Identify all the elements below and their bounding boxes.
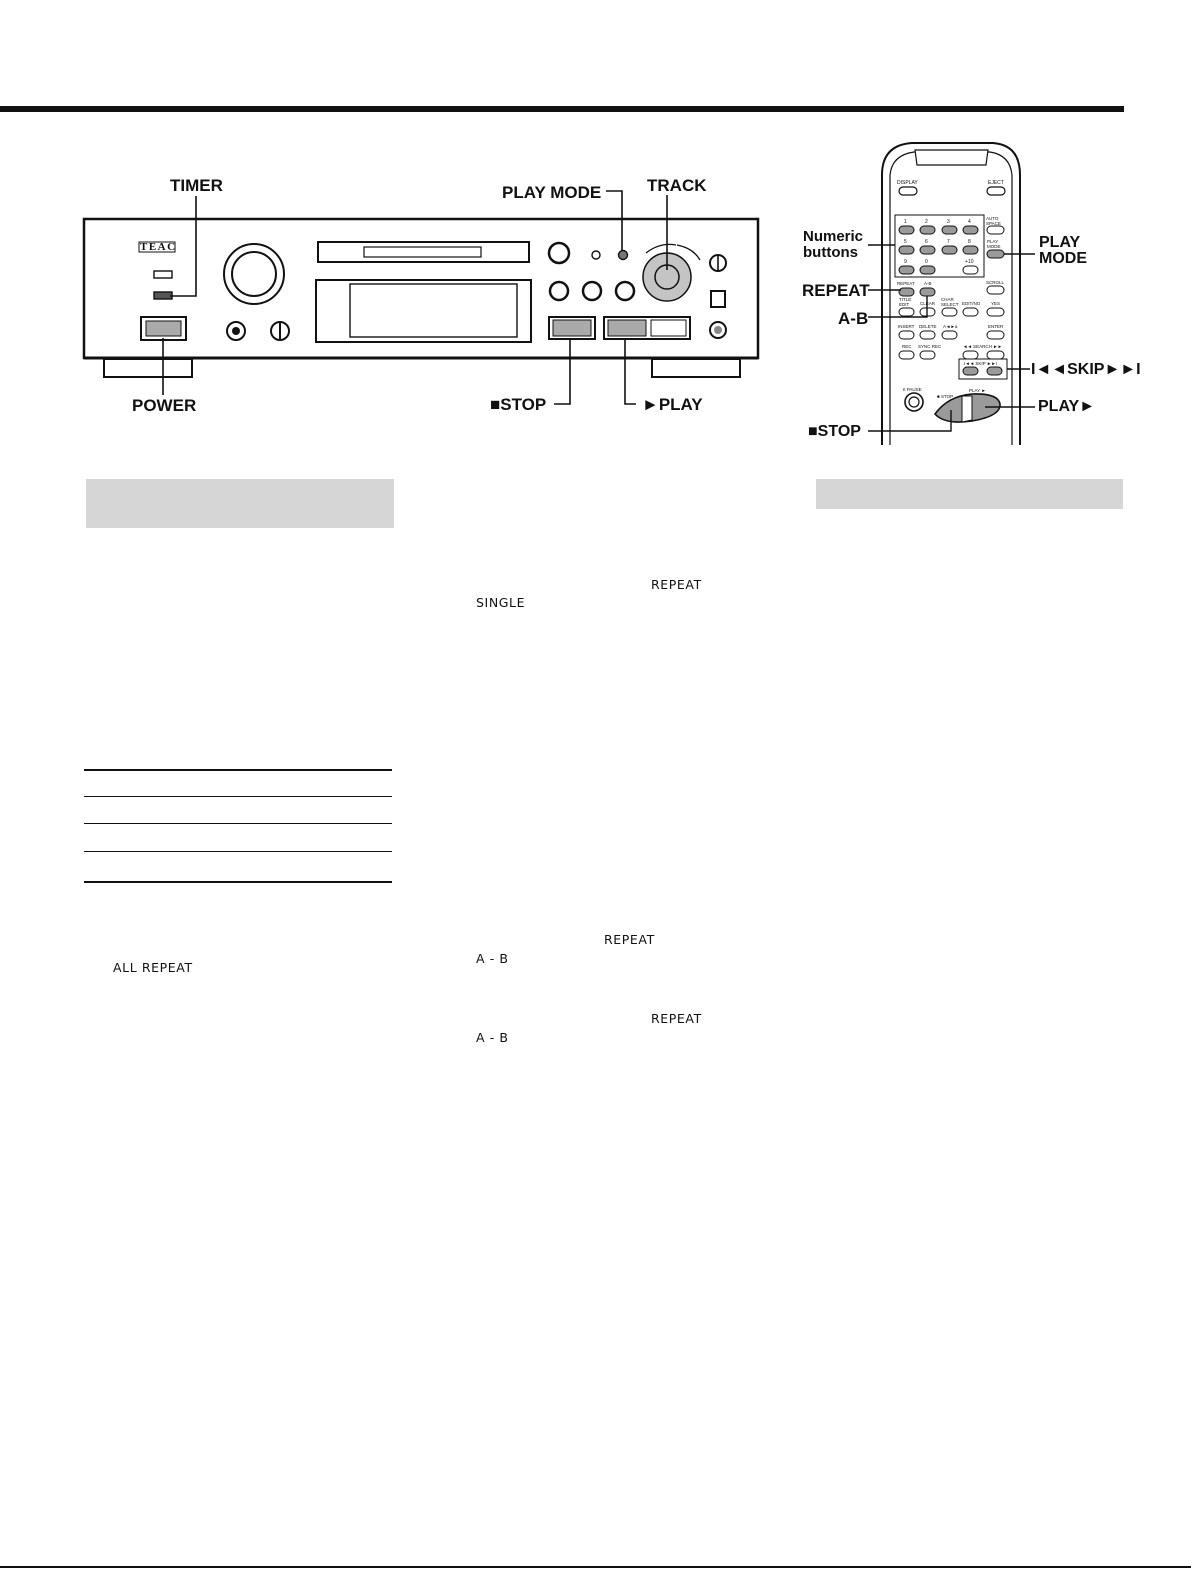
remote-insert-caption: INSERT (898, 324, 915, 329)
play-label: ►PLAY (642, 395, 703, 414)
power-label: POWER (132, 396, 197, 415)
display-repeat-single-bottom: SINGLE (476, 595, 526, 610)
remote-sync-rec-caption: SYNC REC (918, 344, 942, 349)
table-rule-3 (84, 851, 392, 852)
remote-digit-5: 5 (904, 239, 907, 245)
numeric-label-line2: buttons (803, 244, 858, 261)
table-rule-bottom (84, 881, 392, 883)
remote-digit-1: 1 (904, 219, 907, 225)
remote-digit-0: 0 (925, 259, 928, 265)
remote-rec-caption: REC (902, 344, 912, 349)
remote-play-mode-label (1039, 235, 1087, 267)
play-mode-label: PLAY MODE (502, 183, 602, 202)
remote-digit-7: 7 (947, 239, 950, 245)
remote-repeat-caption: REPEAT (897, 281, 915, 286)
remote-digit-9: 9 (904, 259, 907, 265)
skip-label: I◄◄SKIP►►I (1031, 361, 1141, 378)
remote-title-edit-caption: TITLE EDIT (899, 297, 912, 307)
remote-pause-caption: II PAUSE (903, 387, 922, 392)
remote-enter-caption: ENTER (988, 324, 1004, 329)
remote-clear-caption: CLEAR (920, 301, 936, 306)
repeat-label: REPEAT (802, 281, 870, 300)
remote-play-caption: PLAY ► (969, 388, 986, 393)
display-repeat-single-top: REPEAT (651, 577, 702, 592)
ab-label: A-B (838, 309, 869, 328)
right-section-header (816, 479, 1123, 509)
play-mode-label-line1: PLAY (1039, 234, 1081, 251)
remote-digit-8: 8 (968, 239, 971, 245)
remote-search-caption: ◄◄ SEARCH ►► (963, 344, 1003, 349)
numeric-buttons-label (803, 229, 863, 261)
remote-play-label: PLAY► (1038, 398, 1096, 415)
display-all-repeat: ALL REPEAT (113, 960, 193, 975)
remote-yes-caption: YES (991, 301, 1001, 306)
table-rule-1 (84, 796, 392, 797)
timer-label: TIMER (170, 176, 223, 195)
remote-delete-caption: DELETE (919, 324, 937, 329)
remote-char-select-caption: CHAR SELECT (941, 297, 959, 307)
remote-digit-plus10: +10 (965, 259, 974, 265)
left-section-header (86, 479, 394, 528)
remote-scroll-caption: SCROLL (986, 280, 1005, 285)
numeric-label-line1: Numeric (803, 228, 864, 245)
table-rule-2 (84, 823, 392, 824)
display-repeat-ab1-bottom: A - B (476, 951, 509, 966)
remote-stop-label: ■STOP (808, 423, 861, 440)
remote-cursor-caption: A◄►a (943, 324, 958, 329)
remote-digit-3: 3 (947, 219, 950, 225)
remote-digit-6: 6 (925, 239, 928, 245)
remote-auto-space-caption: AUTO SPACE (986, 216, 1001, 226)
remote-ab-caption: A-B (924, 281, 932, 286)
brand-logo: TEAC (140, 241, 177, 253)
remote-play-mode-caption: PLAY MODE (987, 239, 1001, 249)
remote-digit-4: 4 (968, 219, 971, 225)
remote-control-illustration (0, 0, 1191, 460)
display-repeat-ab2-top: REPEAT (651, 1011, 702, 1026)
display-repeat-ab2-bottom: A - B (476, 1030, 509, 1045)
remote-skip-caption: I◄◄ SKIP ►►I (964, 361, 997, 366)
remote-stop-caption: ■ STOP (937, 394, 954, 399)
remote-display-caption: DISPLAY (897, 180, 918, 186)
remote-edit-no-caption: EDIT/NO (962, 301, 981, 306)
play-mode-label-line2: MODE (1039, 250, 1087, 267)
footer-rule (0, 1566, 1191, 1568)
stop-label: ■STOP (490, 395, 547, 414)
display-repeat-ab1-top: REPEAT (604, 932, 655, 947)
remote-digit-2: 2 (925, 219, 928, 225)
track-label: TRACK (647, 176, 707, 195)
remote-eject-caption: EJECT (988, 180, 1004, 186)
table-rule-top (84, 769, 392, 771)
